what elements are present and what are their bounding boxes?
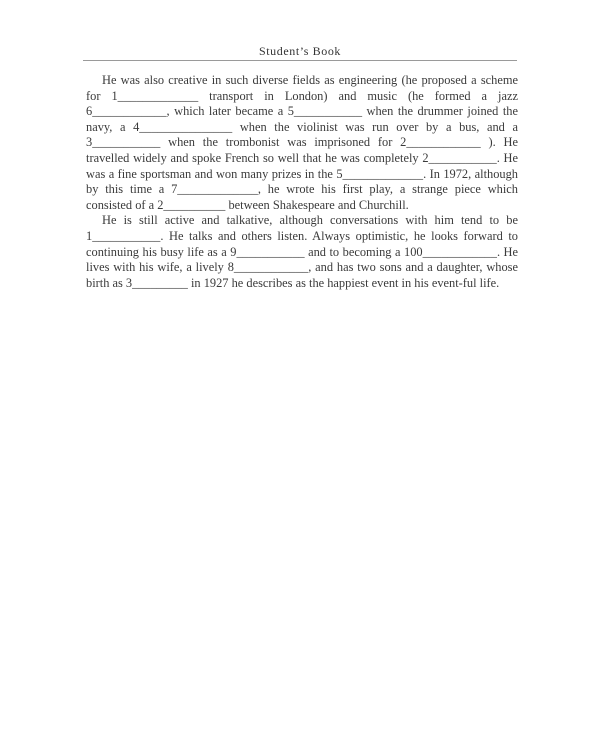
paragraph-1: He was also creative in such diverse fields as engineering (he proposed a scheme for 1_____________ transport in London) and music (he formed a jazz 6____________, which later became a 5___________ when the drummer joined the navy, a 4_______________ when the violinist was run over by a bus, and a 3___________ when the trombonist was imprisoned for 2____________ ). He travelled widely and spoke French so well that he was completely 2___________. He was a fine sportsman and won many prizes in the 5_____________. In 1972, although by this time a 7_____________, he wrote his first play, a strange piece which consisted of a 2__________ between Shakespeare and Churchill. bbox=[86, 73, 518, 212]
running-header: Student’s Book bbox=[258, 44, 342, 58]
paragraph-2: He is still active and talkative, although conversations with him tend to be 1___________. He talks and others listen. Always optimistic, he looks forward to continuing his busy life as a 9___________ and to becoming a 100____________. He lives with his wife, a lively 8____________, and has two sons and a daughter, whose birth as 3_________ in 1927 he describes as the happiest event in his event-ful life. bbox=[86, 213, 518, 290]
text-body bbox=[86, 73, 518, 291]
header-divider bbox=[83, 60, 517, 61]
